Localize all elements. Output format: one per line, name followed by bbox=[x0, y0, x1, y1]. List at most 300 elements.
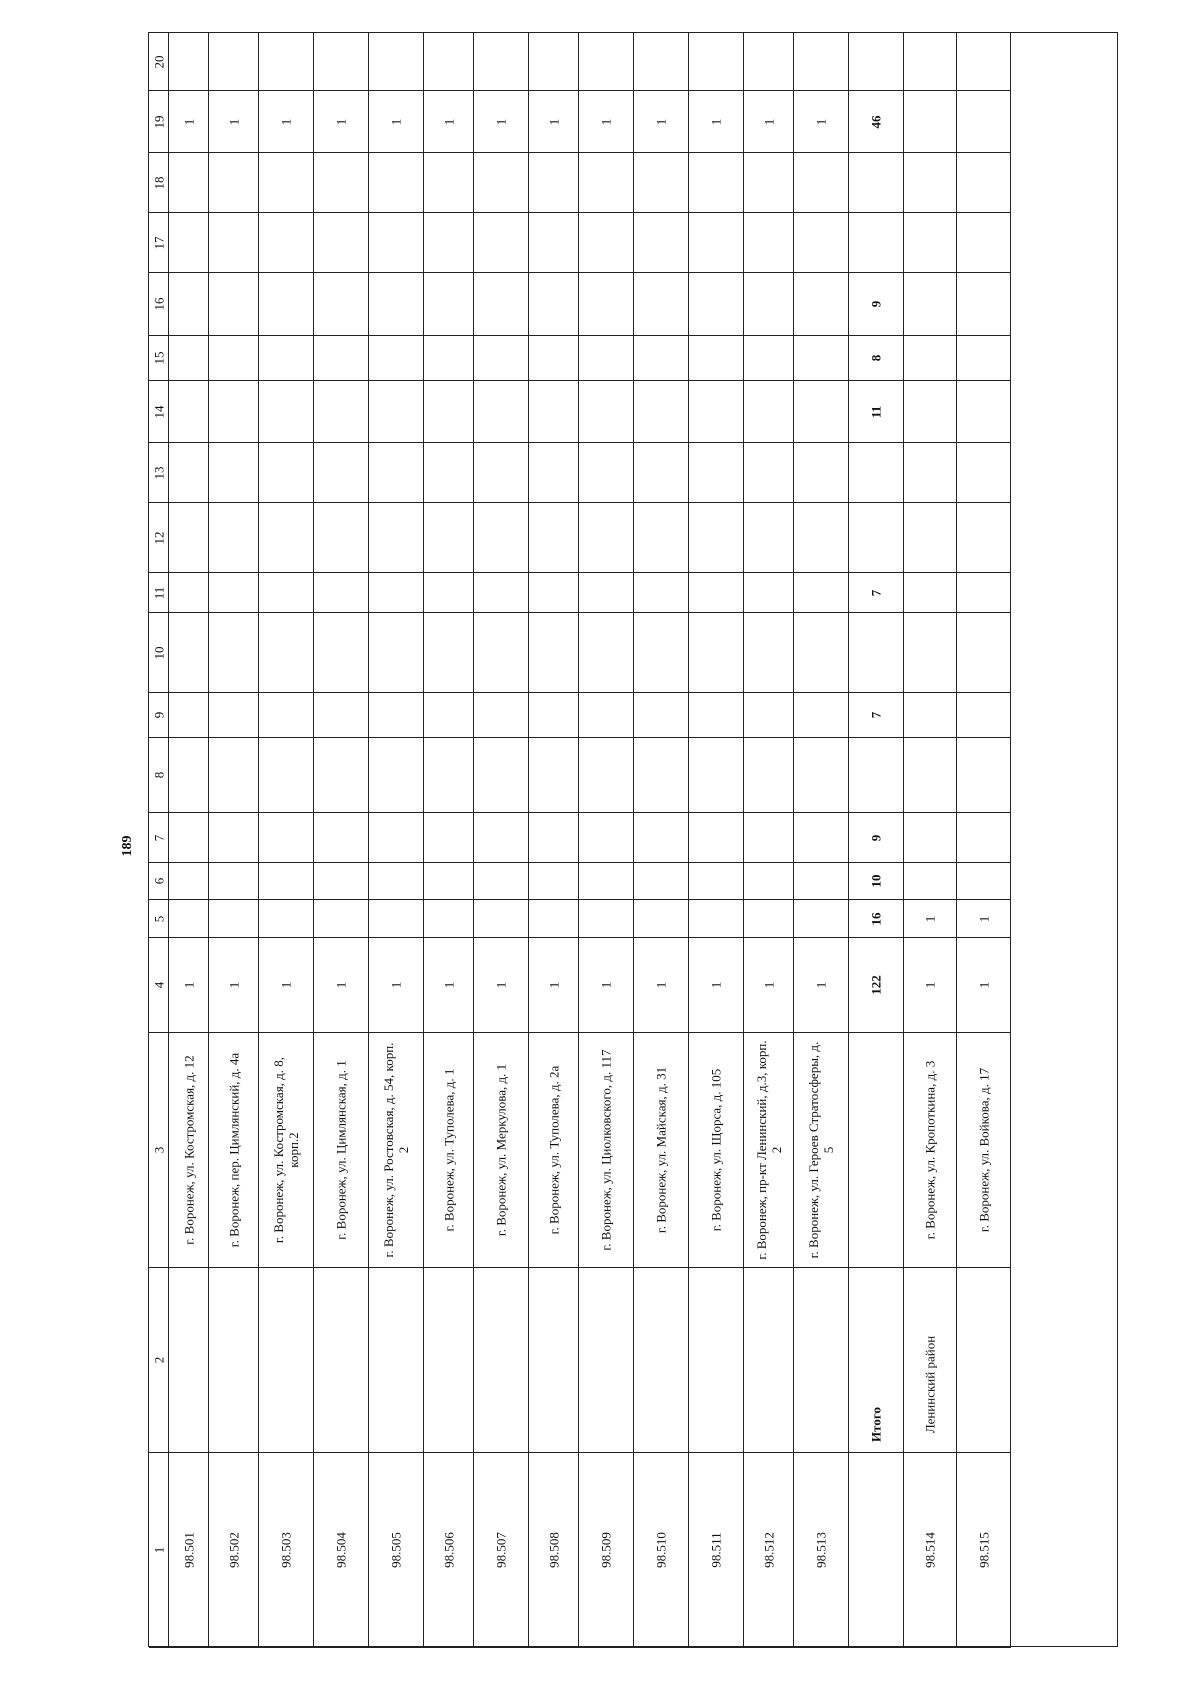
row-98-508-col-17 bbox=[529, 213, 579, 273]
row-98-502-col-15 bbox=[209, 336, 259, 381]
row-98-513-col-9 bbox=[794, 693, 849, 738]
row-98-512-col-10 bbox=[744, 613, 794, 693]
row-98-510-col-3-text: г. Воронеж, ул. Майская, д. 31 bbox=[653, 1066, 669, 1234]
row-98-514-col-4 bbox=[904, 938, 957, 1033]
row-98-513-col-1 bbox=[794, 1453, 849, 1648]
row-98-504-col-19 bbox=[314, 91, 369, 153]
row-98-505-col-4-text: 1 bbox=[388, 981, 404, 989]
row-98-513-col-3 bbox=[794, 1033, 849, 1268]
row-98-508-col-1-text: 98.508 bbox=[546, 1532, 561, 1568]
row-98-503-col-15 bbox=[259, 336, 314, 381]
row-98-513-col-1-text: 98.513 bbox=[813, 1532, 829, 1568]
total-row-col-6-text: 10 bbox=[868, 874, 884, 888]
column-number-10-text: 10 bbox=[151, 646, 166, 659]
row-98-514-col-5 bbox=[904, 900, 957, 938]
row-98-502-col-11 bbox=[209, 573, 259, 613]
row-98-512-col-7 bbox=[744, 813, 794, 863]
row-98-511-col-20 bbox=[689, 33, 744, 91]
row-98-504-col-2 bbox=[314, 1268, 369, 1453]
row-98-510-col-20 bbox=[634, 33, 689, 91]
row-98-504-col-3 bbox=[314, 1033, 369, 1268]
row-98-506-col-15 bbox=[424, 336, 474, 381]
row-98-504-col-9 bbox=[314, 693, 369, 738]
column-number-6 bbox=[149, 863, 169, 900]
total-row-col-9 bbox=[849, 693, 904, 738]
row-98-509-col-15 bbox=[579, 336, 634, 381]
row-98-511-col-16 bbox=[689, 273, 744, 336]
row-98-501-col-11 bbox=[169, 573, 209, 613]
total-row-col-8 bbox=[849, 738, 904, 813]
row-98-501-col-1 bbox=[169, 1453, 209, 1648]
row-98-510-col-5 bbox=[634, 900, 689, 938]
total-row-col-19 bbox=[849, 91, 904, 153]
row-98-503-col-4-text: 1 bbox=[278, 981, 294, 989]
row-98-503-col-3 bbox=[259, 1033, 314, 1268]
row-98-507-col-5 bbox=[474, 900, 529, 938]
row-98-512-col-12 bbox=[744, 503, 794, 573]
row-98-508-col-2 bbox=[529, 1268, 579, 1453]
row-98-510-col-18 bbox=[634, 153, 689, 213]
row-98-507-col-19 bbox=[474, 91, 529, 153]
row-98-509-col-10 bbox=[579, 613, 634, 693]
row-98-506-col-5 bbox=[424, 900, 474, 938]
row-98-509-col-11 bbox=[579, 573, 634, 613]
row-98-506-col-9 bbox=[424, 693, 474, 738]
column-number-15 bbox=[149, 336, 169, 381]
column-number-5 bbox=[149, 900, 169, 938]
row-98-511-col-8 bbox=[689, 738, 744, 813]
row-98-515-col-8 bbox=[957, 738, 1011, 813]
column-number-1-text: 1 bbox=[151, 1546, 166, 1554]
total-row-col-2-text: Итого bbox=[868, 1407, 884, 1442]
row-98-505-col-18 bbox=[369, 153, 424, 213]
row-98-507-col-13 bbox=[474, 443, 529, 503]
row-98-501-col-1-text: 98.501 bbox=[181, 1532, 196, 1568]
row-98-515-col-12 bbox=[957, 503, 1011, 573]
row-98-503-col-7 bbox=[259, 813, 314, 863]
row-98-514-col-6 bbox=[904, 863, 957, 900]
row-98-507-col-6 bbox=[474, 863, 529, 900]
row-98-507-col-18 bbox=[474, 153, 529, 213]
row-98-513-col-7 bbox=[794, 813, 849, 863]
row-98-507-col-16 bbox=[474, 273, 529, 336]
row-98-508-col-5 bbox=[529, 900, 579, 938]
row-98-507-col-17 bbox=[474, 213, 529, 273]
row-98-502-col-4 bbox=[209, 938, 259, 1033]
row-98-511-col-5 bbox=[689, 900, 744, 938]
row-98-504-col-19-text: 1 bbox=[333, 118, 349, 125]
row-98-501-col-8 bbox=[169, 738, 209, 813]
row-98-515-col-10 bbox=[957, 613, 1011, 693]
row-98-503-col-9 bbox=[259, 693, 314, 738]
row-98-508-col-3 bbox=[529, 1033, 579, 1268]
row-98-509-col-19 bbox=[579, 91, 634, 153]
row-98-506-col-1-text: 98.506 bbox=[441, 1532, 456, 1568]
row-98-509-col-1 bbox=[579, 1453, 634, 1648]
row-98-513-col-10 bbox=[794, 613, 849, 693]
row-98-515-col-17 bbox=[957, 213, 1011, 273]
row-98-510-col-2 bbox=[634, 1268, 689, 1453]
row-98-504-col-15 bbox=[314, 336, 369, 381]
row-98-501-col-9 bbox=[169, 693, 209, 738]
row-98-501-col-2 bbox=[169, 1268, 209, 1453]
row-98-508-col-20 bbox=[529, 33, 579, 91]
row-98-503-col-11 bbox=[259, 573, 314, 613]
row-98-503-col-4 bbox=[259, 938, 314, 1033]
row-98-515-col-5-text: 1 bbox=[976, 915, 991, 922]
row-98-511-col-7 bbox=[689, 813, 744, 863]
row-98-503-col-3-text: г. Воронеж, ул. Костромская, д. 8, корп.2 bbox=[271, 1056, 301, 1244]
row-98-506-col-7 bbox=[424, 813, 474, 863]
row-98-512-col-4 bbox=[744, 938, 794, 1033]
row-98-503-col-10 bbox=[259, 613, 314, 693]
total-row-col-4-text: 122 bbox=[868, 975, 884, 995]
row-98-501-col-19 bbox=[169, 91, 209, 153]
row-98-503-col-19 bbox=[259, 91, 314, 153]
column-number-20-text: 20 bbox=[151, 55, 166, 68]
column-number-2-text: 2 bbox=[151, 1356, 166, 1364]
row-98-505-col-4 bbox=[369, 938, 424, 1033]
row-98-507-col-4-text: 1 bbox=[493, 981, 509, 989]
column-number-9 bbox=[149, 693, 169, 738]
row-98-501-col-7 bbox=[169, 813, 209, 863]
row-98-502-col-9 bbox=[209, 693, 259, 738]
column-number-1 bbox=[149, 1453, 169, 1648]
total-row-col-10 bbox=[849, 613, 904, 693]
row-98-515-col-4 bbox=[957, 938, 1011, 1033]
row-98-503-col-18 bbox=[259, 153, 314, 213]
total-row-col-14-text: 11 bbox=[868, 405, 884, 418]
row-98-513-col-13 bbox=[794, 443, 849, 503]
row-98-503-col-13 bbox=[259, 443, 314, 503]
row-98-508-col-13 bbox=[529, 443, 579, 503]
total-row-col-16 bbox=[849, 273, 904, 336]
row-98-507-col-15 bbox=[474, 336, 529, 381]
row-98-505-col-19 bbox=[369, 91, 424, 153]
row-98-506-col-13 bbox=[424, 443, 474, 503]
row-98-510-col-13 bbox=[634, 443, 689, 503]
total-row-col-7 bbox=[849, 813, 904, 863]
row-98-501-col-16 bbox=[169, 273, 209, 336]
column-number-3 bbox=[149, 1033, 169, 1268]
column-number-4-text: 4 bbox=[151, 981, 166, 989]
row-98-502-col-5 bbox=[209, 900, 259, 938]
row-98-504-col-6 bbox=[314, 863, 369, 900]
row-98-504-col-13 bbox=[314, 443, 369, 503]
row-98-512-col-5 bbox=[744, 900, 794, 938]
row-98-514-col-1 bbox=[904, 1453, 957, 1648]
total-row-col-4 bbox=[849, 938, 904, 1033]
total-row-col-16-text: 9 bbox=[868, 300, 884, 308]
row-98-509-col-14 bbox=[579, 381, 634, 443]
row-98-510-col-9 bbox=[634, 693, 689, 738]
row-98-504-col-10 bbox=[314, 613, 369, 693]
row-98-502-col-18 bbox=[209, 153, 259, 213]
column-number-11-text: 11 bbox=[151, 586, 166, 599]
row-98-505-col-6 bbox=[369, 863, 424, 900]
row-98-505-col-13 bbox=[369, 443, 424, 503]
row-98-502-col-7 bbox=[209, 813, 259, 863]
row-98-506-col-16 bbox=[424, 273, 474, 336]
row-98-501-col-5 bbox=[169, 900, 209, 938]
row-98-504-col-18 bbox=[314, 153, 369, 213]
total-row-col-19-text: 46 bbox=[868, 115, 884, 128]
row-98-509-col-13 bbox=[579, 443, 634, 503]
row-98-511-col-17 bbox=[689, 213, 744, 273]
row-98-501-col-17 bbox=[169, 213, 209, 273]
row-98-514-col-10 bbox=[904, 613, 957, 693]
page-number: 189 bbox=[120, 835, 135, 857]
column-number-12-text: 12 bbox=[151, 531, 166, 544]
row-98-506-col-6 bbox=[424, 863, 474, 900]
row-98-511-col-2 bbox=[689, 1268, 744, 1453]
row-98-508-col-15 bbox=[529, 336, 579, 381]
row-98-507-col-20 bbox=[474, 33, 529, 91]
total-row-col-15 bbox=[849, 336, 904, 381]
row-98-511-col-12 bbox=[689, 503, 744, 573]
row-98-515-col-5 bbox=[957, 900, 1011, 938]
row-98-514-col-3-text: г. Воронеж, ул. Кропоткина, д. 3 bbox=[922, 1060, 938, 1240]
row-98-502-col-19 bbox=[209, 91, 259, 153]
row-98-510-col-14 bbox=[634, 381, 689, 443]
row-98-503-col-6 bbox=[259, 863, 314, 900]
row-98-502-col-1 bbox=[209, 1453, 259, 1648]
row-98-510-col-4 bbox=[634, 938, 689, 1033]
row-98-502-col-3-text: г. Воронеж, пер. Цимлянский, д. 4а bbox=[226, 1052, 241, 1248]
row-98-502-col-10 bbox=[209, 613, 259, 693]
total-row-col-14 bbox=[849, 381, 904, 443]
row-98-509-col-1-text: 98.509 bbox=[598, 1532, 614, 1568]
row-98-514-col-14 bbox=[904, 381, 957, 443]
column-number-10 bbox=[149, 613, 169, 693]
row-98-508-col-4-text: 1 bbox=[546, 981, 561, 989]
row-98-502-col-16 bbox=[209, 273, 259, 336]
row-98-506-col-10 bbox=[424, 613, 474, 693]
row-98-501-col-6 bbox=[169, 863, 209, 900]
row-98-514-col-8 bbox=[904, 738, 957, 813]
row-98-510-col-19 bbox=[634, 91, 689, 153]
column-number-7-text: 7 bbox=[151, 834, 166, 841]
row-98-504-col-16 bbox=[314, 273, 369, 336]
row-98-508-col-8 bbox=[529, 738, 579, 813]
column-number-14 bbox=[149, 381, 169, 443]
row-98-514-col-12 bbox=[904, 503, 957, 573]
row-98-513-col-8 bbox=[794, 738, 849, 813]
column-number-16-text: 16 bbox=[151, 297, 166, 311]
row-98-510-col-16 bbox=[634, 273, 689, 336]
row-98-511-col-19 bbox=[689, 91, 744, 153]
row-98-513-col-19 bbox=[794, 91, 849, 153]
row-98-515-col-13 bbox=[957, 443, 1011, 503]
row-98-507-col-3-text: г. Воронеж, ул. Меркулова, д. 1 bbox=[493, 1063, 509, 1237]
row-98-502-col-17 bbox=[209, 213, 259, 273]
row-98-506-col-3 bbox=[424, 1033, 474, 1268]
row-98-509-col-19-text: 1 bbox=[598, 118, 614, 125]
row-98-510-col-17 bbox=[634, 213, 689, 273]
row-98-513-col-16 bbox=[794, 273, 849, 336]
row-98-506-col-3-text: г. Воронеж, ул. Туполева, д. 1 bbox=[441, 1068, 456, 1232]
row-98-507-col-3 bbox=[474, 1033, 529, 1268]
row-98-515-col-3-text: г. Воронеж, ул. Войкова, д. 17 bbox=[976, 1067, 991, 1233]
column-number-2 bbox=[149, 1268, 169, 1453]
row-98-503-col-1-text: 98.503 bbox=[278, 1532, 294, 1568]
row-98-514-col-15 bbox=[904, 336, 957, 381]
column-number-18-text: 18 bbox=[151, 176, 166, 189]
row-98-501-col-18 bbox=[169, 153, 209, 213]
row-98-505-col-1 bbox=[369, 1453, 424, 1648]
row-98-512-col-2 bbox=[744, 1268, 794, 1453]
row-98-503-col-16 bbox=[259, 273, 314, 336]
total-row-col-20 bbox=[849, 33, 904, 91]
row-98-511-col-3 bbox=[689, 1033, 744, 1268]
row-98-512-col-8 bbox=[744, 738, 794, 813]
row-98-509-col-17 bbox=[579, 213, 634, 273]
row-98-510-col-19-text: 1 bbox=[653, 118, 669, 125]
row-98-513-col-18 bbox=[794, 153, 849, 213]
row-98-511-col-14 bbox=[689, 381, 744, 443]
total-row-col-18 bbox=[849, 153, 904, 213]
row-98-508-col-7 bbox=[529, 813, 579, 863]
column-number-3-text: 3 bbox=[151, 1146, 166, 1154]
column-number-19-text: 19 bbox=[151, 115, 166, 128]
row-98-508-col-6 bbox=[529, 863, 579, 900]
row-98-509-col-7 bbox=[579, 813, 634, 863]
row-98-505-col-1-text: 98.505 bbox=[388, 1532, 404, 1568]
row-98-512-col-13 bbox=[744, 443, 794, 503]
row-98-511-col-18 bbox=[689, 153, 744, 213]
row-98-504-col-8 bbox=[314, 738, 369, 813]
row-98-511-col-1 bbox=[689, 1453, 744, 1648]
row-98-507-col-1 bbox=[474, 1453, 529, 1648]
row-98-507-col-4 bbox=[474, 938, 529, 1033]
row-98-515-col-6 bbox=[957, 863, 1011, 900]
row-98-512-col-9 bbox=[744, 693, 794, 738]
row-98-515-col-20 bbox=[957, 33, 1011, 91]
row-98-503-col-20 bbox=[259, 33, 314, 91]
row-98-509-col-4 bbox=[579, 938, 634, 1033]
row-98-515-col-11 bbox=[957, 573, 1011, 613]
column-number-17 bbox=[149, 213, 169, 273]
row-98-515-col-7 bbox=[957, 813, 1011, 863]
row-98-501-col-3-text: г. Воронеж, ул. Костромская, д. 12 bbox=[181, 1055, 196, 1245]
row-98-505-col-5 bbox=[369, 900, 424, 938]
total-row-col-12 bbox=[849, 503, 904, 573]
row-98-508-col-1 bbox=[529, 1453, 579, 1648]
row-98-503-col-19-text: 1 bbox=[278, 118, 294, 125]
row-98-514-col-16 bbox=[904, 273, 957, 336]
row-98-515-col-2 bbox=[957, 1268, 1011, 1453]
row-98-513-col-4 bbox=[794, 938, 849, 1033]
row-98-503-col-5 bbox=[259, 900, 314, 938]
row-98-513-col-11 bbox=[794, 573, 849, 613]
row-98-503-col-14 bbox=[259, 381, 314, 443]
row-98-514-col-18 bbox=[904, 153, 957, 213]
row-98-515-col-14 bbox=[957, 381, 1011, 443]
row-98-502-col-8 bbox=[209, 738, 259, 813]
row-98-504-col-7 bbox=[314, 813, 369, 863]
row-98-513-col-12 bbox=[794, 503, 849, 573]
row-98-505-col-12 bbox=[369, 503, 424, 573]
row-98-514-col-2 bbox=[904, 1268, 957, 1453]
row-98-504-col-3-text: г. Воронеж, ул. Цимлянская, д. 1 bbox=[333, 1060, 349, 1240]
row-98-506-col-4 bbox=[424, 938, 474, 1033]
row-98-512-col-18 bbox=[744, 153, 794, 213]
row-98-510-col-15 bbox=[634, 336, 689, 381]
row-98-511-col-4 bbox=[689, 938, 744, 1033]
row-98-513-col-15 bbox=[794, 336, 849, 381]
row-98-514-col-7 bbox=[904, 813, 957, 863]
row-98-506-col-8 bbox=[424, 738, 474, 813]
row-98-502-col-13 bbox=[209, 443, 259, 503]
row-98-508-col-11 bbox=[529, 573, 579, 613]
row-98-506-col-11 bbox=[424, 573, 474, 613]
column-number-13-text: 13 bbox=[151, 466, 166, 479]
row-98-515-col-1-text: 98.515 bbox=[976, 1532, 991, 1568]
row-98-507-col-1-text: 98.507 bbox=[493, 1532, 509, 1568]
row-98-504-col-4 bbox=[314, 938, 369, 1033]
row-98-514-col-20 bbox=[904, 33, 957, 91]
row-98-504-col-1-text: 98.504 bbox=[333, 1532, 349, 1568]
column-number-20 bbox=[149, 33, 169, 91]
row-98-508-col-16 bbox=[529, 273, 579, 336]
row-98-503-col-2 bbox=[259, 1268, 314, 1453]
column-number-14-text: 14 bbox=[151, 405, 166, 418]
row-98-509-col-4-text: 1 bbox=[598, 981, 614, 989]
row-98-511-col-11 bbox=[689, 573, 744, 613]
row-98-502-col-4-text: 1 bbox=[226, 981, 241, 989]
row-98-510-col-7 bbox=[634, 813, 689, 863]
row-98-509-col-20 bbox=[579, 33, 634, 91]
row-98-515-col-19 bbox=[957, 91, 1011, 153]
row-98-506-col-1 bbox=[424, 1453, 474, 1648]
row-98-501-col-19-text: 1 bbox=[181, 118, 196, 125]
row-98-505-col-20 bbox=[369, 33, 424, 91]
total-row-col-15-text: 8 bbox=[868, 354, 884, 362]
row-98-502-col-19-text: 1 bbox=[226, 118, 241, 125]
row-98-509-col-12 bbox=[579, 503, 634, 573]
row-98-504-col-17 bbox=[314, 213, 369, 273]
row-98-511-col-6 bbox=[689, 863, 744, 900]
row-98-505-col-10 bbox=[369, 613, 424, 693]
row-98-515-col-15 bbox=[957, 336, 1011, 381]
row-98-503-col-17 bbox=[259, 213, 314, 273]
row-98-514-col-11 bbox=[904, 573, 957, 613]
column-number-18 bbox=[149, 153, 169, 213]
row-98-507-col-9 bbox=[474, 693, 529, 738]
row-98-513-col-17 bbox=[794, 213, 849, 273]
row-98-509-col-3 bbox=[579, 1033, 634, 1268]
row-98-509-col-8 bbox=[579, 738, 634, 813]
row-98-513-col-20 bbox=[794, 33, 849, 91]
row-98-510-col-1 bbox=[634, 1453, 689, 1648]
total-row-col-2 bbox=[849, 1268, 904, 1453]
row-98-512-col-17 bbox=[744, 213, 794, 273]
row-98-509-col-9 bbox=[579, 693, 634, 738]
row-98-503-col-12 bbox=[259, 503, 314, 573]
row-98-505-col-2 bbox=[369, 1268, 424, 1453]
row-98-511-col-9 bbox=[689, 693, 744, 738]
row-98-502-col-14 bbox=[209, 381, 259, 443]
column-number-8 bbox=[149, 738, 169, 813]
row-98-508-col-3-text: г. Воронеж, ул. Туполева, д. 2а bbox=[546, 1065, 561, 1235]
row-98-513-col-2 bbox=[794, 1268, 849, 1453]
row-98-507-col-7 bbox=[474, 813, 529, 863]
row-98-513-col-3-text: г. Воронеж, ул. Героев Стратосферы, д. 5 bbox=[806, 1041, 836, 1259]
row-98-506-col-14 bbox=[424, 381, 474, 443]
row-98-511-col-10 bbox=[689, 613, 744, 693]
row-98-506-col-17 bbox=[424, 213, 474, 273]
row-98-504-col-4-text: 1 bbox=[333, 981, 349, 989]
